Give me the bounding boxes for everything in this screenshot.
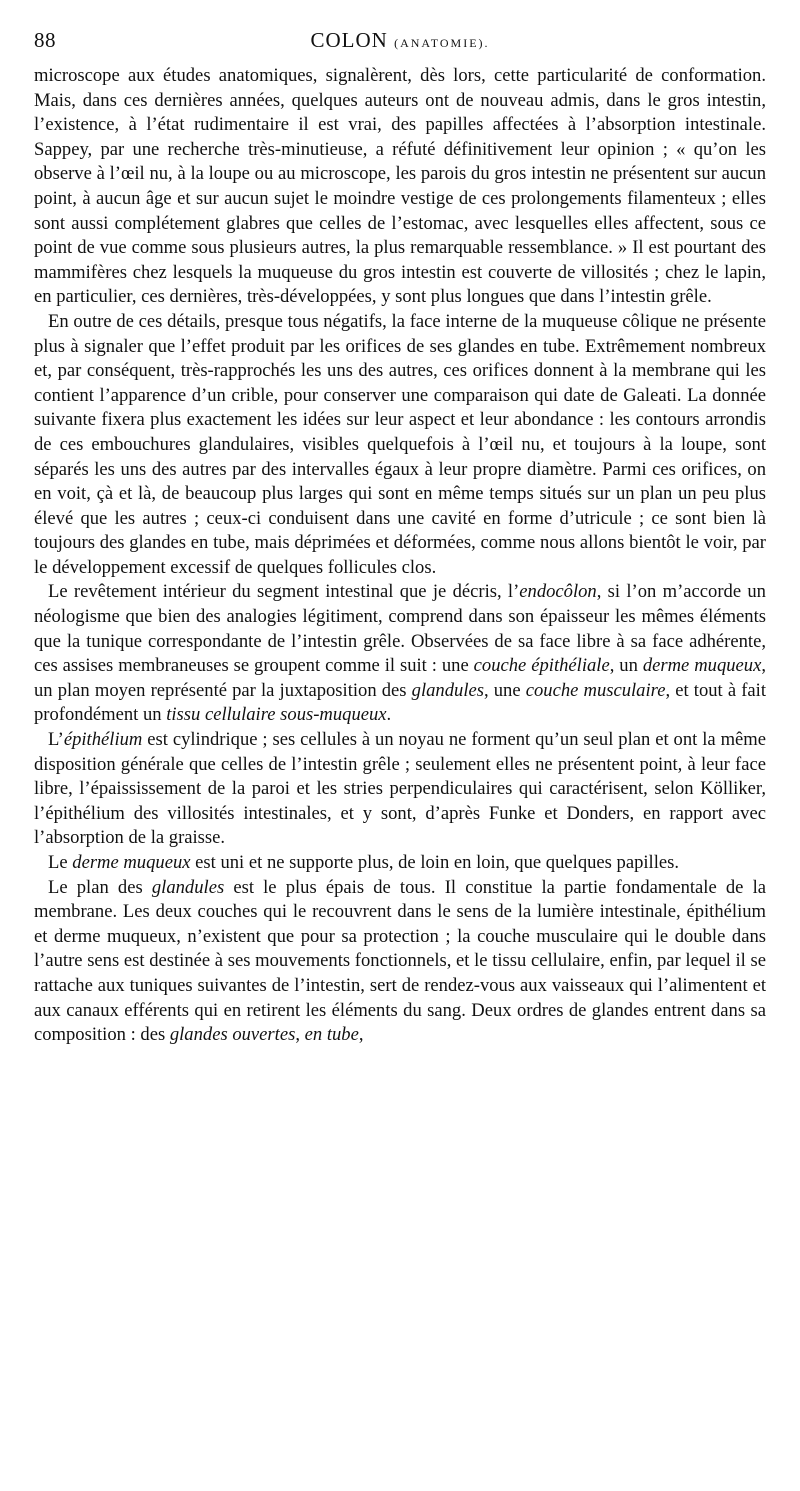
text-run: Le revêtement intérieur du segment intestinal que je décris, l’: [48, 581, 520, 603]
term-tissu-cellulaire: tissu cellulaire sous-muqueux: [166, 704, 387, 726]
term-derme-muqueux: derme muqueux: [642, 655, 762, 677]
running-title: [34, 28, 766, 53]
text-run: L’: [48, 729, 64, 751]
term-glandules: glandules: [151, 876, 225, 898]
text-run: .: [386, 704, 392, 726]
text-run: , et tout à fait profondément un: [34, 679, 766, 726]
text-run: ,: [295, 1024, 305, 1046]
text-run: ,: [358, 1024, 364, 1046]
text-run: , une: [483, 679, 526, 701]
term-glandes-ouvertes: glandes ouvertes: [169, 1024, 296, 1046]
text-run: Le plan des: [48, 876, 152, 898]
running-title-main: COLON: [310, 28, 388, 52]
term-derme-muqueux: derme muqueux: [72, 852, 191, 873]
text-run: , si l’on m’accorde un néologisme que bien des analogies légitiment, comprend dans son épaisseur les mêmes éléments que la tunique correspondante de l’intestin grêle. Observées de sa face libre à sa face adhérente, ces assises membraneuses se groupent comme il suit : une: [34, 581, 766, 677]
paragraph-4: [34, 728, 766, 851]
paragraph-1: microscope aux études anatomiques, signalèrent, dès lors, cette particularité de conformation. Mais, dans ces dernières années, quelques auteurs ont de nouveau admis, dans le gros intestin, l’existence, à l’état rudimentaire il est vrai, des papilles affectées à l’absorption intestinale. Sappey, par une recherche très-minutieuse, a réfuté définitivement leur opinion ; « qu’on les observe à l’œil nu, à la loupe ou au microscope, les parois du gros intestin ne présentent sur aucun point, à aucun âge et sur aucun sujet le moindre vestige de ces prolongements filamenteux ; elles sont aussi complétement glabres que celles de l’estomac, avec lesquelles elles affectent, sous ce point de vue comme sous plusieurs autres, la plus remarquable ressemblance. » Il est pourtant des mammifères chez lesquels la muqueuse du gros intestin est couverte de villosités ; chez le lapin, en particulier, ces dernières, très-développées, y sont plus longues que dans l’intestin grêle.: [34, 65, 766, 308]
body-text: [34, 64, 766, 1048]
term-glandules: glandules: [411, 679, 484, 701]
running-title-sub: (ANATOMIE).: [394, 36, 490, 50]
paragraph-2: En outre de ces détails, presque tous négatifs, la face interne de la muqueuse côlique ne présente plus à signaler que l’effet produit par les orifices de ses glandes en tube. Extrêmement nombreux et, par conséquent, très-rapprochés les uns des autres, ces orifices donnent à la membrane qui les contient l’apparence d’un crible, pour conserver une comparaison qui date de Galeati. La donnée suivante fixera plus exactement les idées sur leur aspect et leur abondance : les contours arrondis de ces embouchures glandulaires, visibles quelquefois à l’œil nu, et toujours à la loupe, sont séparés les uns des autres par des intervalles égaux à leur propre diamètre. Parmi ces orifices, on en voit, çà et là, de beaucoup plus larges qui sont en même temps situés sur un plan un peu plus élevé que les autres ; ceux-ci conduisent dans une cavité en forme d’utricule ; ce sont bien là toujours des glandes en tube, mais déprimées et déformées, comme nous allons bientôt le voir, par le développement excessif de quelques follicules clos.: [34, 310, 766, 578]
text-run: est le plus épais de tous. Il constitue la partie fondamentale de la membrane. Les deux couches qui le recouvrent dans le sens de la lumière intestinale, épithélium et derme muqueux, n’existent que pour sa protection ; la couche musculaire qui le double dans l’autre sens est destinée à ses mouvements fonctionnels, et le tissu cellulaire, enfin, par lequel il se rattache aux tuniques suivantes de l’intestin, sert de rendez-vous aux vaisseaux qui l’alimentent et aux canaux efférents qui en retirent les éléments du sang. Deux ordres de glandes entrent dans sa composition : des: [34, 876, 766, 1046]
term-epithelium: épithélium: [63, 729, 143, 751]
text-run: Le: [48, 852, 73, 873]
running-header: [34, 28, 766, 64]
text-run: , un plan moyen représenté par la juxtaposition des: [34, 655, 766, 701]
text-run: est cylindrique ; ses cellules à un noyau ne forment qu’un seul plan et ont la même disposition générale que celles de l’intestin grêle ; seulement elles ne présentent point, à leur face libre, l’épaississement de la paroi et les stries perpendiculaires qui caractérisent, selon Kölliker, l’épithélium des villosités intestinales, et y sont, d’après Funke et Donders, en rapport avec l’absorption de la graisse.: [34, 729, 766, 849]
paragraph-6: [34, 876, 766, 1048]
text-run: est uni et ne supporte plus, de loin en loin, que quelques papilles.: [190, 852, 680, 873]
term-couche-epitheliale: couche épithéliale: [473, 655, 610, 677]
term-couche-musculaire: couche musculaire: [525, 679, 666, 701]
term-en-tube: en tube: [304, 1024, 359, 1046]
text-run: , un: [609, 655, 643, 677]
page-number: 88: [34, 28, 56, 52]
term-endocolon: endocôlon: [519, 581, 597, 603]
page: [34, 28, 766, 1048]
paragraph-3: [34, 580, 766, 728]
paragraph-5: [34, 851, 766, 876]
